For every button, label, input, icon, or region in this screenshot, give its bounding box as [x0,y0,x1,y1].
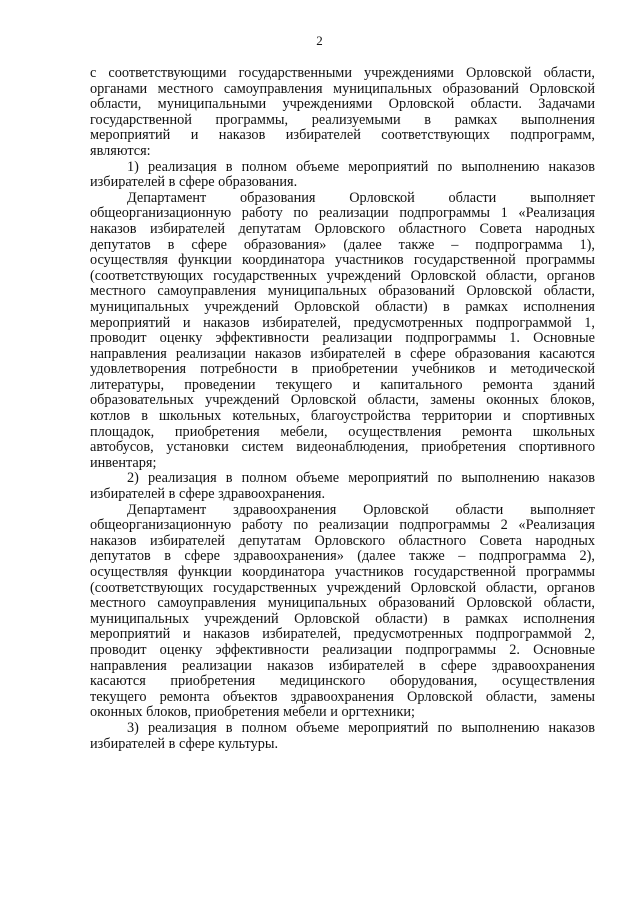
text-line: Департамент образования Орловской области выполняет [127,189,595,206]
text-line: (соответствующих государственных учреждений Орловской области, органов [90,267,595,284]
text-line: проводит оценку эффективности реализации подпрограммы 1. Основные [90,330,595,347]
text-line: 3) реализация в полном объеме мероприятий по выполнению наказов [127,719,595,736]
paragraph [90,471,595,502]
text-line: мероприятий и наказов избирателей, предусмотренных подпрограммой 1, [90,314,595,331]
text-line: государственной программы, реализуемыми в рамках выполнения [90,111,595,128]
text-line: Департамент здравоохранения Орловской области выполняет [127,501,595,518]
text-line: депутатов в сфере образования» (далее также – подпрограмма 1), [90,236,595,253]
text-line: касаются приобретения медицинского оборудования, осуществления [90,673,595,690]
text-line: котлов в школьных котельных, благоустройства территории и спортивных [90,408,595,425]
text-line: 1) реализация в полном объеме мероприятий по выполнению наказов [127,158,595,175]
text-line: наказов избирателей депутатам Орловского областного Совета народных [90,532,595,549]
text-line: текущего ремонта объектов здравоохранения Орловской области, замены [90,688,595,705]
text-line: избирателей в сфере культуры. [90,735,279,752]
text-line: литературы, проведении текущего и капитального ремонта зданий [90,376,595,393]
text-line: площадок, приобретения мебели, осуществления ремонта школьных [90,423,595,440]
text-line: направления реализации наказов избирателей в сфере здравоохранения [90,657,595,674]
text-line: местного самоуправления муниципальных образований Орловской области, [90,595,595,612]
paragraph [90,503,595,721]
text-line: инвентаря; [90,454,157,471]
paragraph [90,160,595,191]
page-number: 2 [316,33,323,48]
text-line: общеорганизационную работу по реализации подпрограммы 2 «Реализация [90,517,595,534]
text-line: депутатов в сфере здравоохранения» (далее также – подпрограмма 2), [90,548,595,565]
text-line: осуществляя функции координатора участников государственной программы [90,252,595,269]
text-line: удовлетворения потребности в приобретении учебников и методической [90,361,595,378]
text-line: избирателей в сфере образования. [90,174,298,191]
paragraph [90,191,595,472]
text-line: области, муниципальными учреждениями Орловской области. Задачами [90,96,595,113]
text-line: органами местного самоуправления муниципальных образований Орловской [90,80,595,97]
text-line: образовательных учреждений Орловской области, замены оконных блоков, [90,392,595,409]
text-line: (соответствующих государственных учреждений Орловской области, органов [90,579,595,596]
text-line: мероприятий и наказов избирателей соответствующих подпрограмм, [90,127,595,144]
text-line: проводит оценку эффективности реализации подпрограммы 2. Основные [90,641,595,658]
text-line: муниципальных учреждений Орловской области) в рамках исполнения [90,298,595,315]
paragraph [90,721,595,752]
text-line: мероприятий и наказов избирателей, предусмотренных подпрограммой 2, [90,626,595,643]
text-line: осуществляя функции координатора участников государственной программы [90,564,595,580]
text-line: автобусов, установки систем видеонаблюдения, приобретения спортивного [90,439,595,456]
text-line: являются: [90,142,151,159]
text-line: общеорганизационную работу по реализации подпрограммы 1 «Реализация [90,205,595,222]
text-line: местного самоуправления муниципальных образований Орловской области, [90,283,595,300]
text-line: 2) реализация в полном объеме мероприятий по выполнению наказов [127,470,595,487]
text-line: с соответствующими государственными учреждениями Орловской области, [90,65,595,81]
text-line: избирателей в сфере здравоохранения. [90,486,326,503]
paragraph [90,66,595,160]
text-line: наказов избирателей депутатам Орловского областного Совета народных [90,220,595,237]
document-body [90,66,595,752]
text-line: направления реализации наказов избирателей в сфере образования касаются [90,345,595,362]
text-line: оконных блоков, приобретения мебели и оргтехники; [90,704,416,721]
text-line: муниципальных учреждений Орловской области) в рамках исполнения [90,610,595,627]
